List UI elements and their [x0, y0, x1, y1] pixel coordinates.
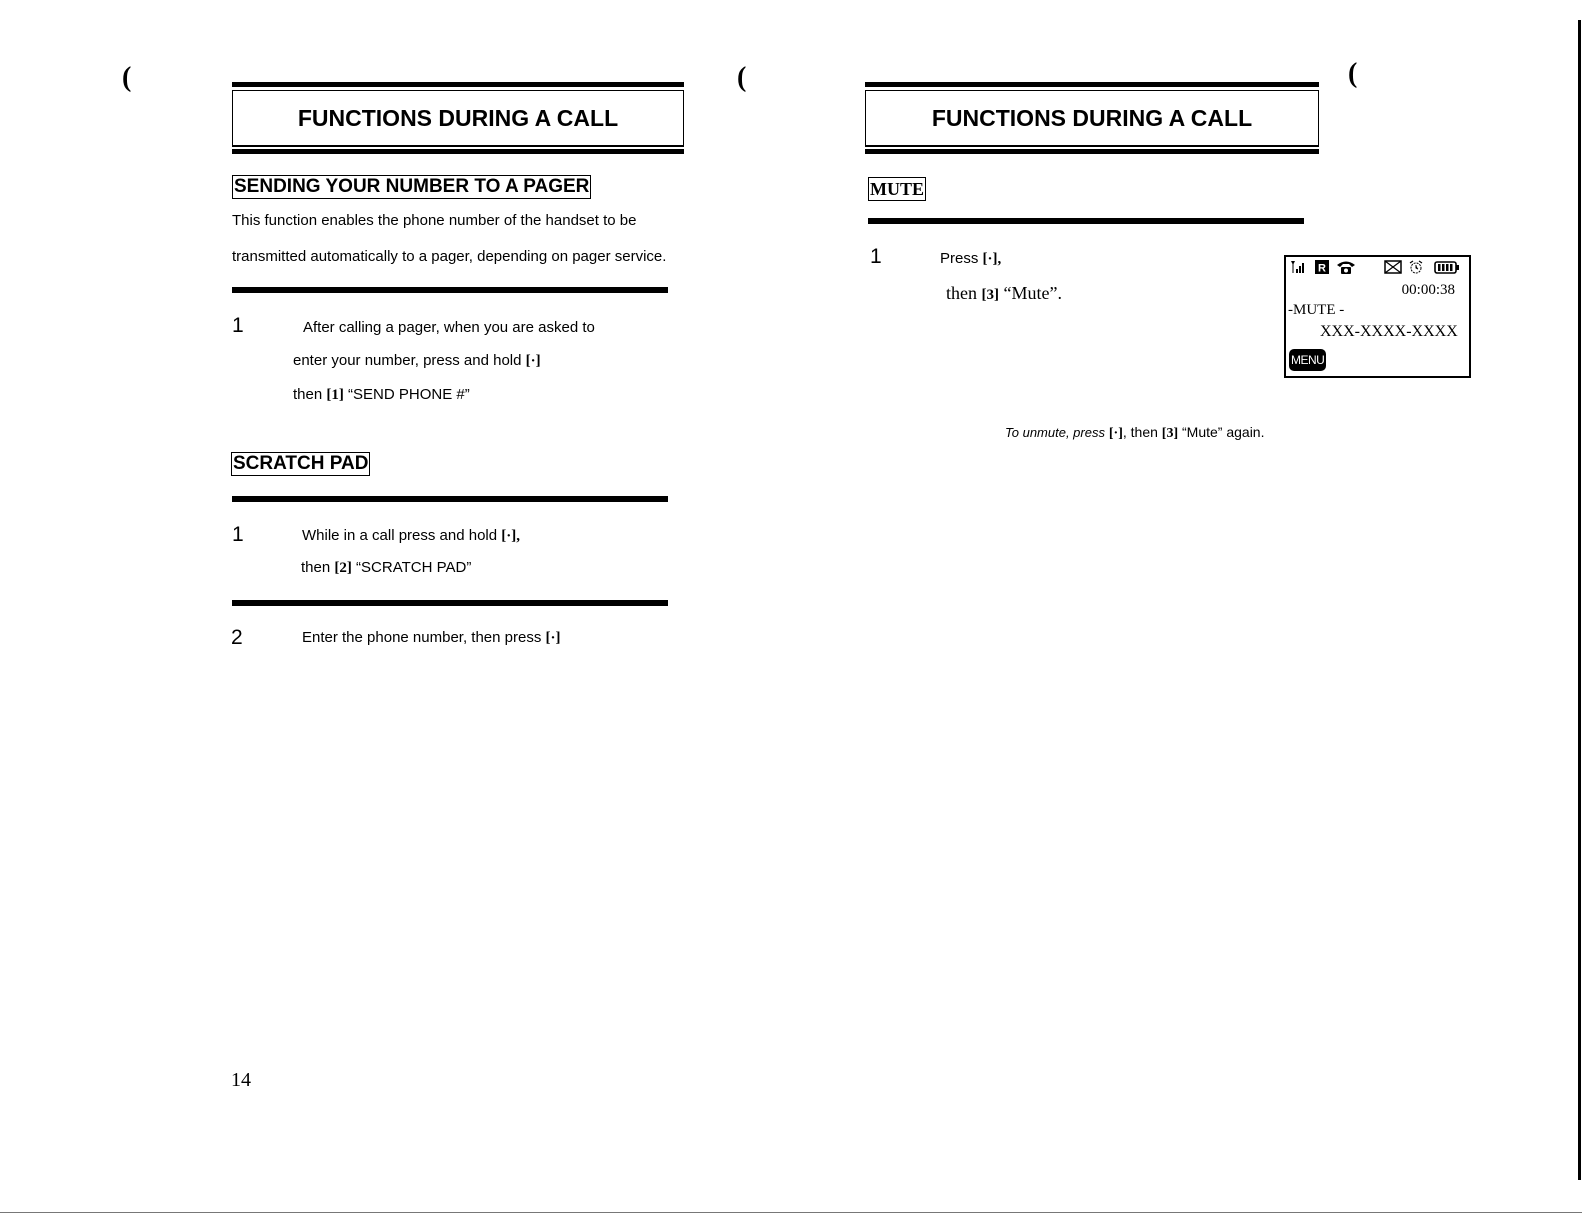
page-edge-right — [1578, 20, 1581, 1180]
alarm-icon — [1408, 259, 1424, 278]
number-key-3: [3] — [981, 287, 999, 303]
header-rule — [232, 146, 684, 147]
scratch-step1-number: 1 — [232, 523, 244, 546]
call-timer: 00:00:38 — [1401, 282, 1455, 298]
pager-step1-line3 — [293, 386, 470, 404]
scan-mark-right: ( — [1348, 58, 1358, 89]
menu-option: “SCRATCH PAD” — [356, 559, 472, 576]
header-rule — [865, 149, 1319, 154]
scan-mark-left: ( — [122, 62, 132, 93]
header-rule — [232, 149, 684, 154]
mute-step1-line1 — [940, 250, 1001, 268]
instruction-text: While in a call press and hold — [302, 527, 498, 544]
mute-status: -MUTE - — [1288, 302, 1345, 318]
section-divider — [232, 600, 668, 606]
instruction-text: Press — [940, 250, 979, 267]
envelope-icon — [1384, 259, 1402, 278]
menu-key: [·], — [501, 528, 521, 544]
number-key-3: [3] — [1161, 426, 1179, 441]
mute-step1-number: 1 — [870, 245, 882, 268]
pager-step1-line2 — [293, 352, 541, 370]
number-key-2: [2] — [334, 560, 352, 576]
menu-option: “Mute”. — [1003, 283, 1062, 303]
then-text: then — [946, 283, 977, 303]
section-divider — [232, 496, 668, 502]
scratch-step1-line2 — [301, 559, 471, 577]
left-page-title: FUNCTIONS DURING A CALL — [297, 105, 619, 131]
signal-icon — [1290, 259, 1306, 278]
battery-icon — [1434, 259, 1460, 278]
note-text: To unmute, press — [1005, 425, 1105, 440]
pager-intro-line1: This function enables the phone number of the handset to be — [232, 212, 637, 229]
pager-intro-line2: transmitted automatically to a pager, depending on pager service. — [232, 248, 667, 265]
svg-text:R: R — [1318, 262, 1326, 275]
menu-option: “Mute” again. — [1182, 424, 1265, 440]
then-text: , then — [1122, 424, 1158, 440]
pager-step1-line1: After calling a pager, when you are asked to — [303, 319, 595, 336]
menu-option: “SEND PHONE #” — [348, 386, 470, 403]
left-header-box — [232, 82, 684, 154]
phone-display — [1284, 255, 1471, 378]
display-status-bar — [1288, 259, 1465, 279]
mute-heading: MUTE — [870, 179, 924, 199]
scratch-step1-line1 — [302, 527, 520, 545]
menu-key: [·] — [525, 353, 541, 369]
phone-number-display: XXX-XXXX-XXXX — [1320, 323, 1458, 340]
pager-step1-number: 1 — [232, 314, 244, 337]
pager-section-heading: SENDING YOUR NUMBER TO A PAGER — [234, 176, 590, 197]
page-number: 14 — [231, 1069, 251, 1091]
then-text: then — [301, 559, 331, 576]
header-rule — [232, 82, 684, 87]
scratch-step2-line — [302, 629, 561, 647]
menu-softkey: MENU — [1289, 349, 1326, 371]
scratch-pad-heading: SCRATCH PAD — [233, 453, 369, 474]
page-edge-bottom — [0, 1212, 1582, 1213]
section-divider — [232, 287, 668, 293]
menu-key: [·] — [1108, 426, 1123, 441]
right-header-box — [865, 82, 1319, 154]
then-text: then — [293, 386, 323, 403]
menu-key: [·], — [982, 251, 1002, 267]
header-rule — [865, 82, 1319, 87]
header-rule — [865, 146, 1319, 147]
menu-key: [·] — [545, 630, 561, 646]
unmute-note — [1005, 423, 1264, 443]
section-divider — [868, 218, 1304, 224]
scan-mark-center: ( — [737, 62, 747, 93]
mute-step1-line2 — [946, 283, 1062, 305]
right-page-title: FUNCTIONS DURING A CALL — [931, 105, 1253, 131]
instruction-text: enter your number, press and hold — [293, 352, 522, 369]
phone-icon — [1336, 259, 1356, 278]
scratch-step2-number: 2 — [231, 626, 243, 649]
roaming-icon — [1314, 259, 1330, 278]
number-key-1: [1] — [326, 387, 344, 403]
instruction-text: Enter the phone number, then press — [302, 629, 542, 646]
